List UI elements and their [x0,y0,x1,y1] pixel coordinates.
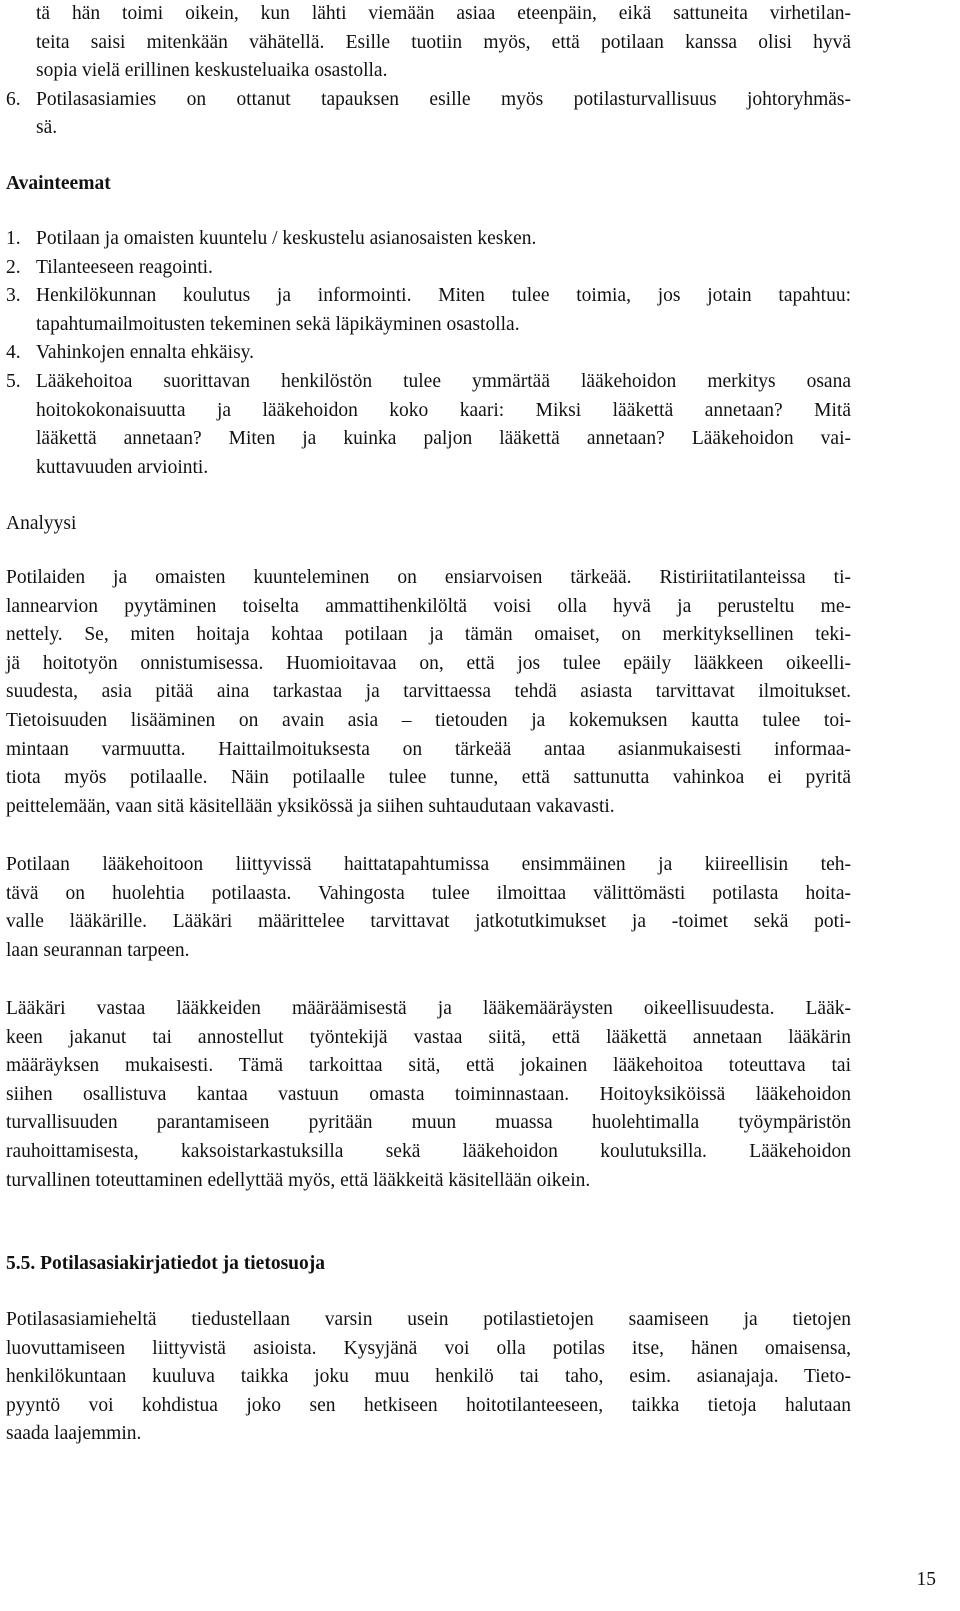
list-item [6,282,851,339]
text-line: turvallisuuden parantamiseen pyritään muun muassa huolehtimalla työympäristön [6,1112,851,1134]
text-line: henkilökuntaan kuuluva taikka joku muu henkilö tai taho, esim. asianajaja. Tieto- [6,1366,851,1388]
list-number: 1. [6,228,21,249]
text-line: sä. [36,117,58,139]
text-line: mintaan varmuutta. Haittailmoituksesta on tärkeää antaa asianmukaisesti informaa- [6,738,851,760]
text-line: Tietoisuuden lisääminen on avain asia – tietouden ja kokemuksen kautta tulee toi- [6,709,851,731]
list-item [6,254,851,283]
text-line: lannearvion pyytäminen toiselta ammattihenkilöltä voisi olla hyvä ja perusteltu me- [6,595,851,617]
list-number: 3. [6,285,21,307]
analyysi-heading: Analyysi [6,513,77,534]
text-line: tä hän toimi oikein, kun lähti viemään asiaa eteenpäin, eikä sattuneita virhetilan- [36,3,851,24]
text-line: pyyntö voi kohdistua joko sen hetkiseen hoitotilanteeseen, taikka tietoja halutaan [6,1394,851,1416]
text-line: lääkettä annetaan? Miten ja kuinka paljon lääkettä annetaan? Lääkehoidon vai- [36,428,851,450]
text-line: valle lääkärille. Lääkäri määrittelee tarvittavat jatkotutkimukset ja -toimet sekä poti- [6,911,851,933]
text-line: Potilasasiamies on ottanut tapauksen esille myös potilasturvallisuus johtoryhmäs- [36,88,851,110]
text-line: Potilaan ja omaisten kuuntelu / keskustelu asianosaisten kesken. [36,228,537,249]
text-line: laan seurannan tarpeen. [6,939,190,961]
text-line: turvallinen toteuttaminen edellyttää myös, että lääkkeitä käsitellään oikein. [6,1169,591,1191]
text-line: sopia vielä erillinen keskusteluaika osastolla. [36,60,388,82]
text-line: Potilasasiamieheltä tiedustellaan varsin usein potilastietojen saamiseen ja tietojen [6,1309,851,1330]
text-line: Potilaan lääkehoitoon liittyvissä haittatapahtumissa ensimmäinen ja kiireellisin teh- [6,854,851,875]
text-line: saada laajemmin. [6,1423,142,1445]
text-line: suudesta, asia pitää aina tarkastaa ja tarvittaessa tehdä asiasta tarvittavat ilmoitukset. [6,681,851,703]
text-line: luovuttamiseen liittyvistä asioista. Kysyjänä voi olla potilas itse, hänen omaisensa, [6,1337,851,1359]
text-line: teita saisi mitenkään vähätellä. Esille tuotiin myös, että potilaan kanssa olisi hyvä [36,31,851,53]
text-line: Vahinkojen ennalta ehkäisy. [36,342,255,364]
list-number: 4. [6,342,21,364]
page-number: 15 [916,1569,936,1590]
list-number: 6. [6,88,21,110]
text-line: Henkilökunnan koulutus ja informointi. Miten tulee toimia, jos jotain tapahtuu: [36,285,851,307]
section-5-5-paragraph [6,1306,851,1449]
text-line: kuttavuuden arviointi. [36,456,209,478]
item-5-continuation [6,0,851,86]
text-line: siihen osallistuva kantaa vastuun omasta toiminnastaan. Hoitoyksiköissä lääkehoidon [6,1083,851,1105]
avainteemat-heading: Avainteemat [6,173,111,194]
list-item [6,225,851,254]
text-line: tapahtumailmoitusten tekeminen sekä läpikäyminen osastolla. [36,313,520,335]
text-line: rauhoittamisesta, kaksoistarkastuksilla sekä lääkehoidon koulutuksilla. Lääkehoidon [6,1140,851,1162]
text-line: tiota myös potilaalle. Näin potilaalle tulee tunne, että sattunutta vahinkoa ei pyritä [6,767,851,789]
avainteemat-list [6,225,851,482]
analyysi-paragraph-3 [6,995,851,1195]
list-item-6 [6,86,851,143]
text-line: Lääkäri vastaa lääkkeiden määräämisestä ja lääkemääräysten oikeellisuudesta. Lääk- [6,998,851,1019]
list-item [6,339,851,368]
text-line: peittelemään, vaan sitä käsitellään yksikössä ja siihen suhtaudutaan vakavasti. [6,795,615,817]
list-item [6,368,851,482]
text-line: Lääkehoitoa suorittavan henkilöstön tulee ymmärtää lääkehoidon merkitys osana [36,370,851,392]
section-5-5-heading: 5.5. Potilasasiakirjatiedot ja tietosuoja [6,1253,326,1274]
text-line: jä hoitotyön onnistumisessa. Huomioitavaa on, että jos tulee epäily lääkkeen oikeelli- [6,652,851,674]
text-line: määräyksen mukaisesti. Tämä tarkoittaa sitä, että jokainen lääkehoitoa toteuttava tai [6,1055,851,1077]
text-line: keen jakanut tai annostellut työntekijä vastaa siitä, että lääkettä annetaan lääkärin [6,1026,851,1048]
text-line: tävä on huolehtia potilaasta. Vahingosta tulee ilmoittaa välittömästi potilasta hoita- [6,882,851,904]
top-list-continuation [6,0,851,143]
text-line: hoitokokonaisuutta ja lääkehoidon koko kaari: Miksi lääkettä annetaan? Mitä [36,399,851,421]
text-line: Potilaiden ja omaisten kuunteleminen on ensiarvoisen tärkeää. Ristiriitatilanteissa ti- [6,567,851,588]
analyysi-paragraph-2 [6,851,851,965]
list-number: 5. [6,370,21,392]
analyysi-paragraph-1 [6,564,851,821]
text-line: nettely. Se, miten hoitaja kohtaa potilaan ja tämän omaiset, on merkityksellinen teki- [6,624,851,646]
list-number: 2. [6,256,21,278]
text-line: Tilanteeseen reagointi. [36,256,213,278]
